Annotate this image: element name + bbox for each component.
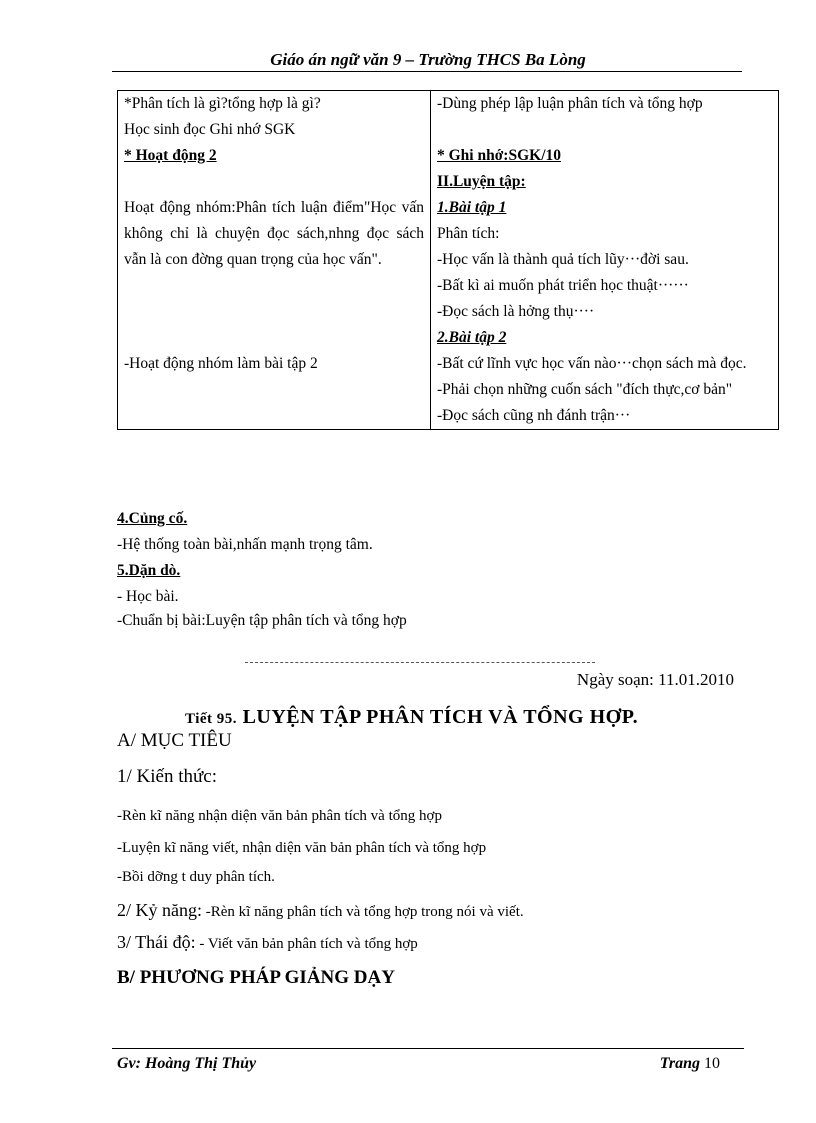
attitude-label: 3/ Thái độ: xyxy=(117,932,196,952)
practice-heading: II.Luyện tập: xyxy=(437,173,526,190)
exercise-2-point-2: -Phải chọn những cuốn sách "đích thực,cơ bản" xyxy=(437,381,733,398)
skills-text: -Rèn kĩ năng phân tích và tổng hợp trong nói và viết. xyxy=(205,904,524,920)
attitude-line xyxy=(117,932,418,953)
homework-line-1: - Học bài. xyxy=(117,588,179,605)
consolidation-text: -Hệ thống toàn bài,nhấn mạnh trọng tâm. xyxy=(117,536,373,553)
page-number-value: 10 xyxy=(704,1055,720,1072)
analysis-label: Phân tích: xyxy=(437,225,500,242)
exercise-2-point-3: -Đọc sách cũng nh đánh trận··· xyxy=(437,407,631,424)
lesson-table xyxy=(117,90,779,430)
period-label: Tiết 95. xyxy=(185,711,238,727)
left-line-1: *Phân tích là gì?tổng hợp là gì? xyxy=(124,95,321,112)
consolidation-heading: 4.Củng cố. xyxy=(117,510,188,527)
table-left-cell xyxy=(118,91,431,430)
knowledge-item-2: -Luyện kĩ năng viết, nhận diện văn bản phân tích và tổng hợp xyxy=(117,840,487,856)
activity-2-heading: * Hoạt động 2 xyxy=(124,147,217,164)
goals-heading: A/ MỤC TIÊU xyxy=(117,730,232,751)
header-divider xyxy=(112,71,742,72)
section-separator xyxy=(245,662,595,663)
table-right-cell xyxy=(431,91,779,430)
analysis-point-1: -Học vấn là thành quả tích lũy···đời sau. xyxy=(437,251,689,268)
right-line-1: -Dùng phép lập luận phân tích và tổng hợp xyxy=(437,95,703,112)
attitude-text: - Viết văn bản phân tích và tổng hợp xyxy=(199,936,418,952)
method-heading: B/ PHƯƠNG PHÁP GIẢNG DẠY xyxy=(117,967,395,988)
page-number xyxy=(660,1055,720,1073)
exercise-1-heading: 1.Bài tập 1 xyxy=(437,199,507,216)
group-task-text: Hoạt động nhóm:Phân tích luận điểm"Học vấn không chỉ là chuyện đọc sách,nhng đọc sách vẫn là con đờng quan trọng của học vấn". xyxy=(124,199,424,268)
memo-heading: * Ghi nhớ:SGK/10 xyxy=(437,147,562,164)
page-header: Giáo án ngữ văn 9 – Trường THCS Ba Lòng xyxy=(270,50,586,69)
analysis-point-3: -Đọc sách là hởng thụ···· xyxy=(437,303,595,320)
knowledge-heading: 1/ Kiến thức: xyxy=(117,766,218,787)
footer-divider xyxy=(112,1048,744,1049)
analysis-point-2: -Bất kì ai muốn phát triển học thuật······ xyxy=(437,277,689,294)
exercise-2-point-1: -Bất cứ lĩnh vực học vấn nào···chọn sách mà đọc. xyxy=(437,355,747,372)
skills-line xyxy=(117,900,524,921)
preparation-date: Ngày soạn: 11.01.2010 xyxy=(576,670,734,689)
teacher-name: Gv: Hoàng Thị Thủy xyxy=(117,1055,257,1072)
exercise-2-heading: 2.Bài tập 2 xyxy=(437,329,507,346)
left-line-2: Học sinh đọc Ghi nhớ SGK xyxy=(124,121,296,138)
page-label: Trang xyxy=(659,1055,700,1072)
homework-line-2: -Chuẩn bị bài:Luyện tập phân tích và tổng hợp xyxy=(117,612,407,629)
exercise-2-task: -Hoạt động nhóm làm bài tập 2 xyxy=(124,355,318,372)
skills-label: 2/ Kỷ năng: xyxy=(117,900,202,920)
homework-heading: 5.Dặn dò. xyxy=(117,562,181,579)
lesson-title-text: LUYỆN TẬP PHÂN TÍCH VÀ TỔNG HỢP. xyxy=(242,706,639,728)
knowledge-item-3: -Bồi dỡng t duy phân tích. xyxy=(117,869,275,885)
lesson-title xyxy=(185,706,638,729)
knowledge-item-1: -Rèn kĩ năng nhận diện văn bản phân tích và tổng hợp xyxy=(117,808,442,824)
